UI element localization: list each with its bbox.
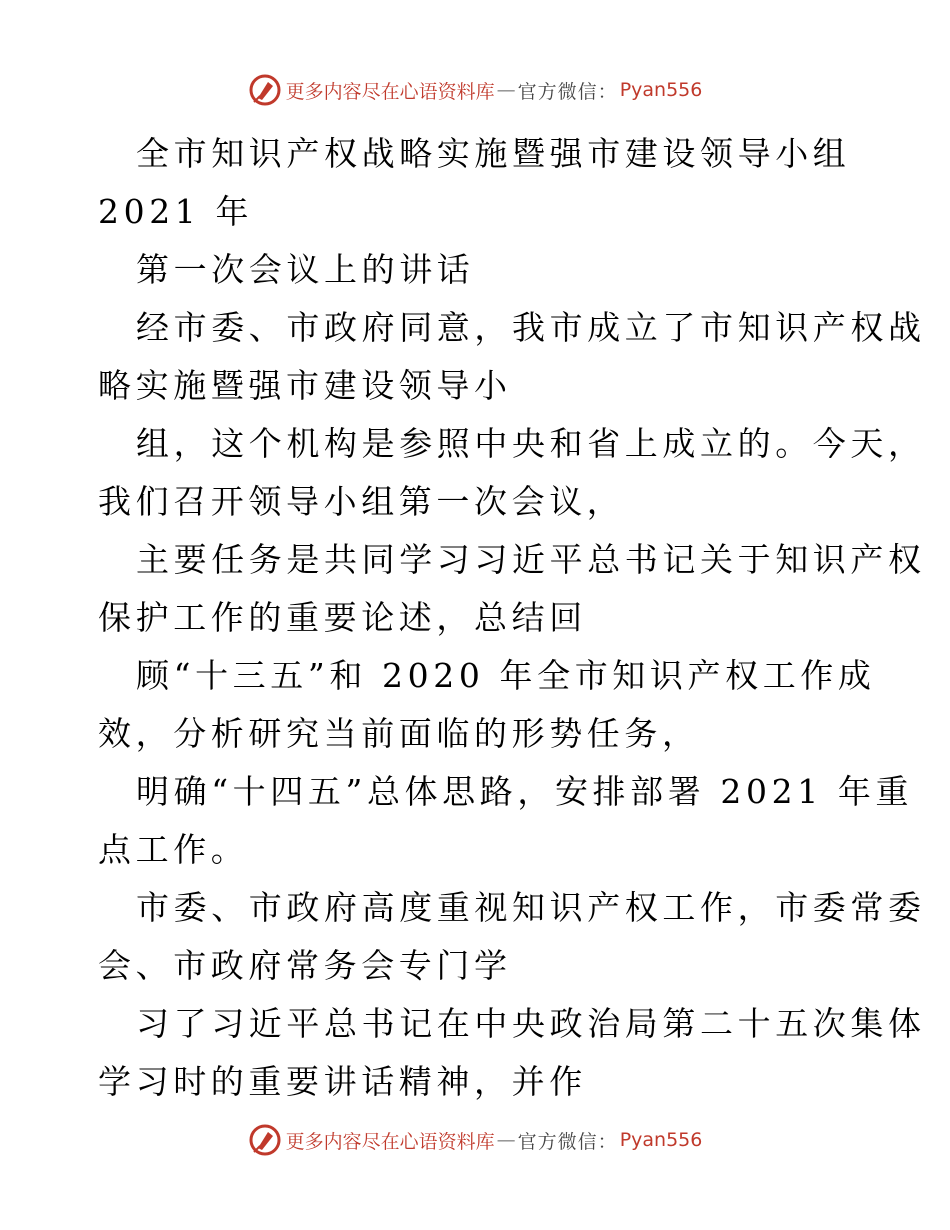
document-line: 我们召开领导小组第一次会议，	[98, 482, 625, 521]
watermark-separator: —	[496, 79, 514, 101]
document-line: 组，这个机构是参照中央和省上成立的。今天，	[136, 424, 926, 463]
watermark-handle: Pyan556	[619, 1129, 703, 1151]
document-line: 效，分析研究当前面临的形势任务，	[98, 714, 700, 753]
watermark-brand-text: 更多内容尽在心语资料库	[285, 80, 495, 103]
document-line: 习了习近平总书记在中央政治局第二十五次集体	[136, 1004, 926, 1043]
watermark-tail-text: 官方微信：	[517, 1130, 618, 1153]
document-line: 保护工作的重要论述，总结回	[98, 598, 587, 637]
document-body	[98, 125, 926, 1111]
document-line: 全市知识产权战略实施暨强市建设领导小组	[136, 134, 851, 173]
document-line: 学习时的重要讲话精神，并作	[98, 1062, 587, 1101]
watermark-brand-text: 更多内容尽在心语资料库	[285, 1130, 495, 1153]
pen-nib-in-circle-icon	[248, 1123, 282, 1157]
document-line: 2021 年	[98, 192, 254, 231]
pen-nib-in-circle-icon	[248, 73, 282, 107]
document-line: 略实施暨强市建设领导小	[98, 366, 512, 405]
footer-watermark-banner	[0, 1122, 950, 1158]
document-line: 顾“十三五”和 2020 年全市知识产权工作成	[136, 656, 876, 695]
document-line: 主要任务是共同学习习近平总书记关于知识产权	[136, 540, 926, 579]
document-line: 第一次会议上的讲话	[136, 250, 475, 289]
document-line: 明确“十四五”总体思路，安排部署 2021 年重	[136, 772, 914, 811]
document-line: 点工作。	[98, 830, 249, 869]
document-line: 会、市政府常务会专门学	[98, 946, 512, 985]
watermark-separator: —	[496, 1129, 514, 1151]
document-line: 市委、市政府高度重视知识产权工作，市委常委	[136, 888, 926, 927]
watermark-handle: Pyan556	[619, 79, 703, 101]
document-line: 经市委、市政府同意，我市成立了市知识产权战	[136, 308, 926, 347]
watermark-tail-text: 官方微信：	[517, 80, 618, 103]
header-watermark-banner	[0, 72, 950, 108]
